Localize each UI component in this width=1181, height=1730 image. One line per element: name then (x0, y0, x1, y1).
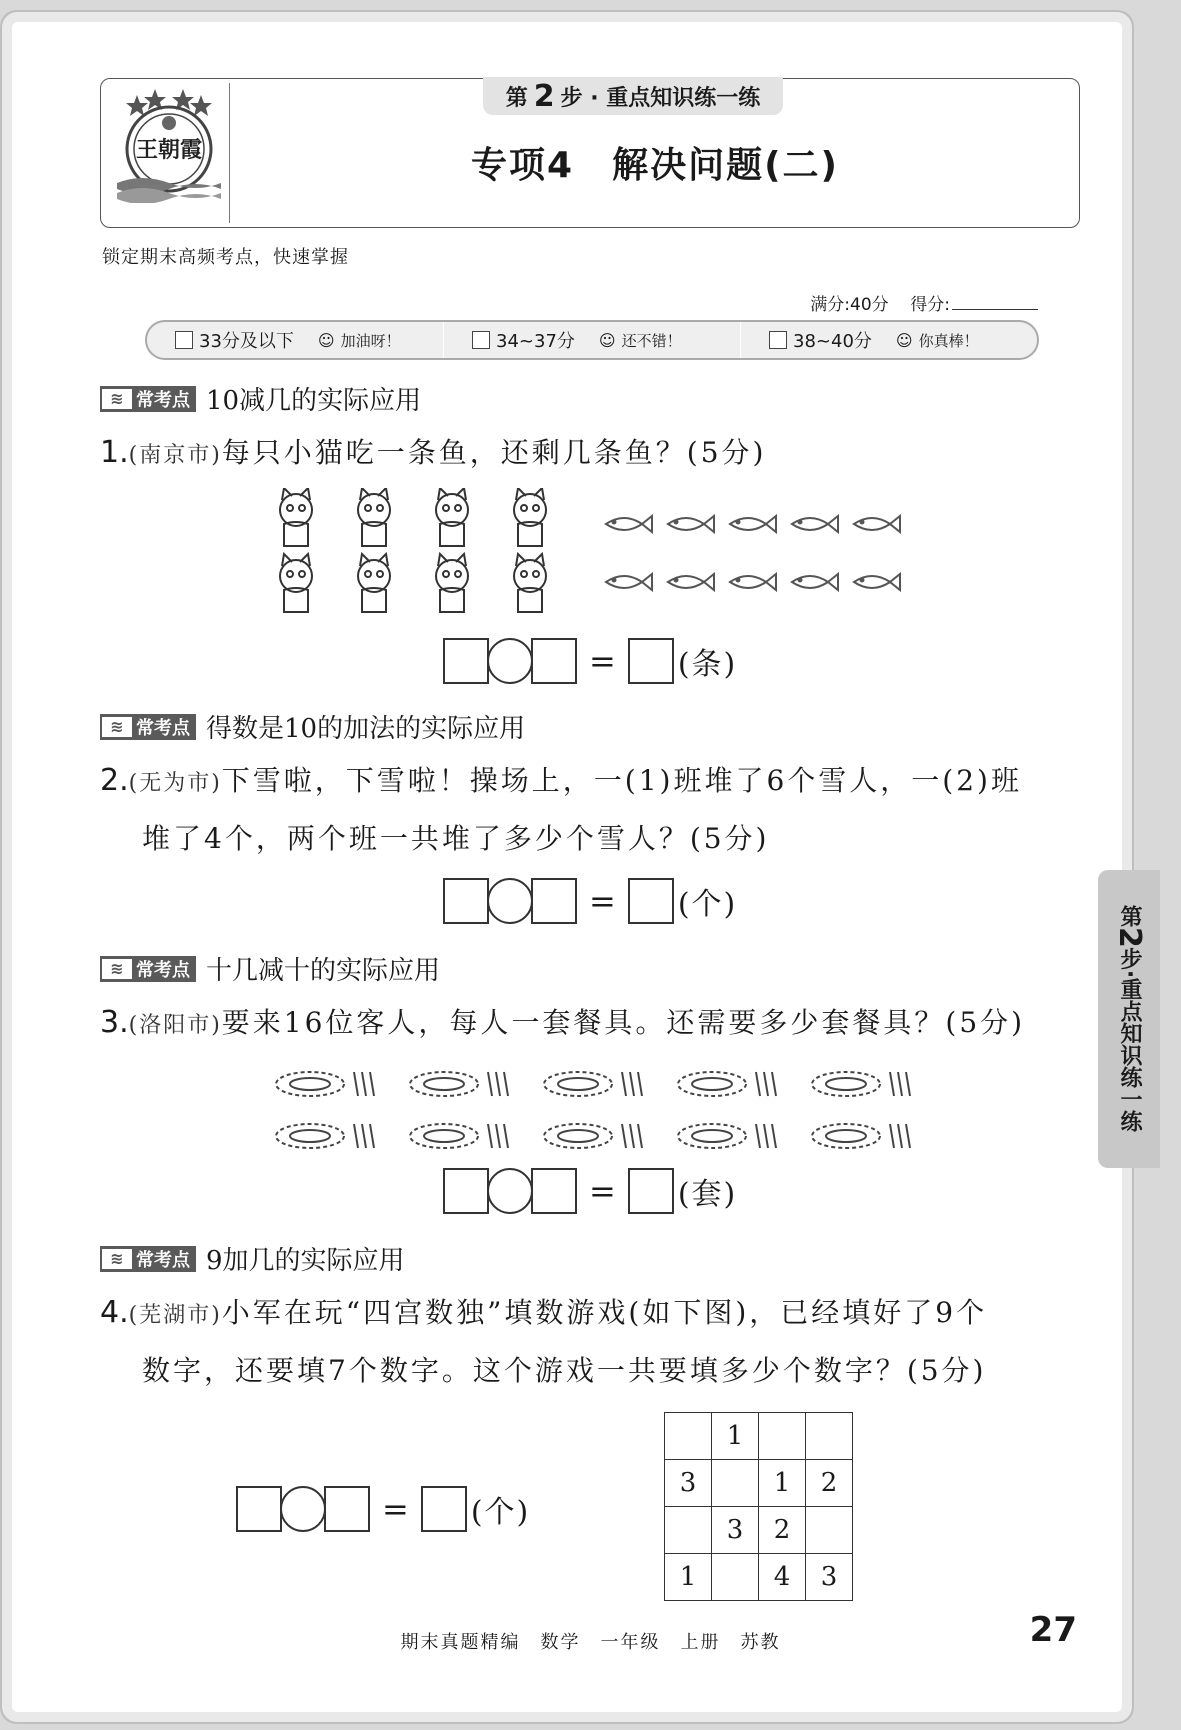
sudoku-cell: 3 (806, 1554, 853, 1601)
question-2 (100, 752, 1022, 813)
rating-checkbox[interactable] (175, 331, 193, 349)
tableware-icon (276, 1072, 374, 1096)
tableware-icon (410, 1072, 508, 1096)
sudoku-cell: 2 (806, 1460, 853, 1507)
rating-range: 33分及以下 (199, 331, 294, 352)
tableware-icon (678, 1124, 776, 1148)
tagline: 锁定期末高频考点，快速掌握 (102, 247, 349, 268)
tableware-illustration (268, 1060, 928, 1150)
question-text: 要来16位客人，每人一套餐具。还需要多少套餐具？(5分) (221, 1006, 1026, 1039)
step-tab (483, 77, 783, 115)
score-label: 得分: (910, 295, 950, 315)
answer-box[interactable] (443, 1168, 489, 1214)
sudoku-row (665, 1460, 853, 1507)
smile-icon: ☺ (317, 330, 335, 350)
equal-sign: = (589, 1172, 616, 1210)
rating-cheer: 加油呀！ (340, 331, 401, 350)
cat-icon (358, 488, 390, 546)
section-topic (100, 1240, 405, 1277)
operator-circle[interactable] (487, 878, 533, 924)
operator-circle[interactable] (280, 1486, 326, 1532)
answer-box[interactable] (628, 878, 674, 924)
page-number: 27 (1029, 1610, 1077, 1650)
section-topic (100, 950, 440, 987)
answer-box[interactable] (531, 1168, 577, 1214)
unit-label: (套) (677, 1177, 738, 1212)
smile-icon: ☺ (895, 330, 913, 350)
cats-and-fish-illustration (266, 488, 916, 618)
rating-option (740, 322, 1037, 358)
side-tab (1098, 870, 1160, 1168)
full-score: 满分:40分 (810, 295, 889, 315)
cat-icon (436, 554, 468, 612)
fish-icon (668, 516, 714, 532)
answer-box[interactable] (628, 1168, 674, 1214)
sudoku-grid (664, 1412, 853, 1601)
tableware-icon (812, 1072, 910, 1096)
sudoku-row (665, 1413, 853, 1460)
answer-equation-4 (236, 1486, 530, 1532)
sudoku-cell[interactable] (665, 1413, 712, 1460)
operator-circle[interactable] (487, 638, 533, 684)
wave-icon: ≋ (102, 1249, 132, 1269)
sudoku-cell[interactable] (712, 1554, 759, 1601)
fish-icon (854, 516, 900, 532)
question-text: 下雪啦，下雪啦！操场上，一(1)班堆了6个雪人，一(2)班 (221, 764, 1022, 797)
side-tab-number: 2 (1112, 927, 1147, 949)
equal-sign: = (589, 642, 616, 680)
tableware-icon (544, 1072, 642, 1096)
rating-checkbox[interactable] (769, 331, 787, 349)
wave-icon: ≋ (102, 389, 132, 409)
side-tab-suffix: 步·重点知识练一练 (1117, 948, 1142, 1133)
rating-range: 38~40分 (793, 331, 872, 352)
question-number: 4. (100, 1295, 129, 1330)
fish-icon (730, 574, 776, 590)
sudoku-row (665, 1554, 853, 1601)
unit-label: (个) (677, 887, 738, 922)
section-topic (100, 708, 525, 745)
sudoku-cell[interactable] (712, 1460, 759, 1507)
answer-box[interactable] (531, 878, 577, 924)
question-city: (洛阳市) (128, 1013, 222, 1038)
rating-option (147, 322, 443, 358)
sudoku-row (665, 1507, 853, 1554)
fish-icon (606, 574, 652, 590)
cat-icon (358, 554, 390, 612)
question-city: (无为市) (128, 771, 222, 796)
tag-badge: ≋ 常考点 (100, 1246, 196, 1272)
cat-icon (280, 488, 312, 546)
unit-label: (条) (677, 647, 738, 682)
question-number: 1. (100, 435, 129, 470)
operator-circle[interactable] (487, 1168, 533, 1214)
answer-equation-2 (443, 878, 737, 924)
answer-box[interactable] (324, 1486, 370, 1532)
sudoku-cell: 3 (665, 1460, 712, 1507)
step-suffix: 步 · 重点知识练一练 (560, 85, 761, 111)
score-blank[interactable] (952, 309, 1038, 310)
sudoku-cell[interactable] (759, 1413, 806, 1460)
cat-icon (514, 554, 546, 612)
sudoku-cell[interactable] (665, 1507, 712, 1554)
sudoku-cell[interactable] (806, 1507, 853, 1554)
answer-box[interactable] (443, 878, 489, 924)
sudoku-cell: 1 (759, 1460, 806, 1507)
answer-box[interactable] (421, 1486, 467, 1532)
question-number: 3. (100, 1005, 129, 1040)
question-text: 每只小猫吃一条鱼，还剩几条鱼？(5分) (221, 436, 767, 469)
equal-sign: = (589, 882, 616, 920)
side-tab-prefix: 第 (1117, 905, 1142, 928)
sudoku-cell: 4 (759, 1554, 806, 1601)
fish-icon (668, 574, 714, 590)
answer-box[interactable] (236, 1486, 282, 1532)
tableware-icon (812, 1124, 910, 1148)
fish-icon (730, 516, 776, 532)
logo-text: 王朝霞 (135, 137, 203, 163)
topic-text: 十几减十的实际应用 (206, 956, 441, 986)
sudoku-cell: 1 (712, 1413, 759, 1460)
topic-text: 得数是10的加法的实际应用 (206, 714, 526, 744)
tableware-icon (678, 1072, 776, 1096)
fish-icon (606, 516, 652, 532)
tag-badge: ≋ 常考点 (100, 956, 196, 982)
answer-box[interactable] (443, 638, 489, 684)
question-city: (南京市) (128, 443, 222, 468)
rating-bar (145, 320, 1039, 360)
answer-equation-1 (443, 638, 737, 684)
question-4 (100, 1284, 987, 1345)
answer-box[interactable] (531, 638, 577, 684)
topic-text: 10减几的实际应用 (206, 386, 422, 416)
question-3 (100, 994, 1025, 1055)
fish-icon (854, 574, 900, 590)
question-1 (100, 424, 766, 485)
question-4-line2: 数字，还要填7个数字。这个游戏一共要填多少个数字？(5分) (142, 1354, 987, 1387)
question-2-line2: 堆了4个，两个班一共堆了多少个雪人？(5分) (142, 822, 770, 855)
rating-option (443, 322, 740, 358)
equal-sign: = (382, 1490, 409, 1528)
wave-icon: ≋ (102, 959, 132, 979)
rating-range: 34~37分 (496, 331, 575, 352)
smile-icon: ☺ (598, 330, 616, 350)
footer: 期末真题精编 数学 一年级 上册 苏教 (400, 1632, 781, 1653)
tableware-icon (276, 1124, 374, 1148)
cat-icon (436, 488, 468, 546)
section-topic (100, 380, 421, 417)
tag-badge: ≋ 常考点 (100, 714, 196, 740)
question-text: 小军在玩“四宫数独”填数游戏(如下图)，已经填好了9个 (221, 1296, 988, 1329)
question-city: (芜湖市) (128, 1303, 222, 1328)
tableware-icon (410, 1124, 508, 1148)
score-line (810, 290, 1038, 315)
wave-icon: ≋ (102, 717, 132, 737)
tag-badge: ≋ 常考点 (100, 386, 196, 412)
fish-icon (792, 516, 838, 532)
tableware-icon (544, 1124, 642, 1148)
topic-text: 9加几的实际应用 (206, 1246, 405, 1276)
question-number: 2. (100, 763, 129, 798)
page-title: 专项4 解决问题(二) (471, 145, 839, 186)
header-box (100, 78, 1080, 228)
answer-equation-3 (443, 1168, 737, 1214)
cat-icon (280, 554, 312, 612)
sudoku-cell[interactable] (806, 1413, 853, 1460)
unit-label: (个) (470, 1495, 531, 1530)
fish-icon (792, 574, 838, 590)
sudoku-cell: 3 (712, 1507, 759, 1554)
rating-cheer: 你真棒！ (918, 331, 979, 350)
cat-icon (514, 488, 546, 546)
step-number: 2 (533, 78, 555, 114)
sudoku-cell: 1 (665, 1554, 712, 1601)
rating-cheer: 还不错！ (621, 331, 682, 350)
sudoku-cell: 2 (759, 1507, 806, 1554)
step-prefix: 第 (505, 85, 528, 111)
answer-box[interactable] (628, 638, 674, 684)
rating-checkbox[interactable] (472, 331, 490, 349)
